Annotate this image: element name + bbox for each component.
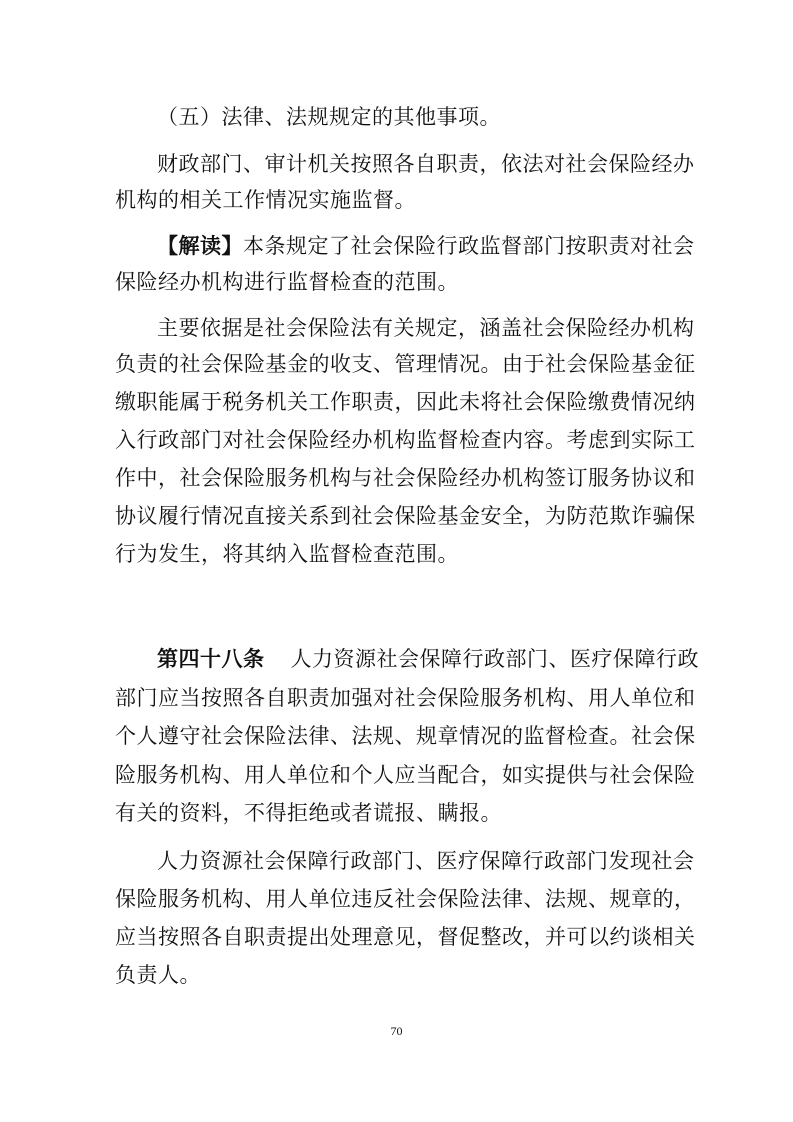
commentary-line xyxy=(157,231,732,261)
text-line: 人力资源社会保障行政部门、医疗保障行政部门发现社会 xyxy=(157,849,695,873)
article-line xyxy=(157,644,732,674)
text-line: 行为发生，将其纳入监督检查范围。 xyxy=(115,542,459,566)
page-number: 70 xyxy=(390,1024,403,1038)
text-line: 有关的资料，不得拒绝或者谎报、瞒报。 xyxy=(115,801,502,825)
text-line: 保险经办机构进行监督检查的范围。 xyxy=(115,270,459,294)
text-line: 保险服务机构、用人单位违反社会保险法律、法规、规章的， xyxy=(115,887,696,911)
commentary-text: 本条规定了社会保险行政监督部门按职责对社会 xyxy=(243,234,695,258)
commentary-label: 【解读】 xyxy=(157,234,243,258)
text-line: 财政部门、审计机关按照各自职责，依法对社会保险经办 xyxy=(157,152,695,176)
text-line: 应当按照各自职责提出处理意见，督促整改，并可以约谈相关 xyxy=(115,925,696,949)
text-line: 个人遵守社会保险法律、法规、规章情况的监督检查。社会保 xyxy=(115,724,696,748)
text-line: 入行政部门对社会保险经办机构监督检查内容。考虑到实际工 xyxy=(115,428,696,452)
text-line: 协议履行情况直接关系到社会保险基金安全，为防范欺诈骗保 xyxy=(115,504,696,528)
text-line: 机构的相关工作情况实施监督。 xyxy=(115,188,416,212)
text-line: 险服务机构、用人单位和个人应当配合，如实提供与社会保险 xyxy=(115,763,696,787)
text-line: 主要依据是社会保险法有关规定，涵盖社会保险经办机构 xyxy=(157,316,695,340)
text-line: 负责人。 xyxy=(115,963,201,987)
text-line: 部门应当按照各自职责加强对社会保险服务机构、用人单位和 xyxy=(115,686,696,710)
article-text: 人力资源社会保障行政部门、医疗保障行政 xyxy=(290,647,699,671)
text-line: 作中，社会保险服务机构与社会保险经办机构签订服务协议和 xyxy=(115,466,696,490)
article-heading: 第四十八条 xyxy=(157,647,265,671)
text-line: （五）法律、法规规定的其他事项。 xyxy=(157,105,501,129)
text-line: 负责的社会保险基金的收支、管理情况。由于社会保险基金征 xyxy=(115,352,696,376)
text-line: 缴职能属于税务机关工作职责，因此未将社会保险缴费情况纳 xyxy=(115,390,696,414)
